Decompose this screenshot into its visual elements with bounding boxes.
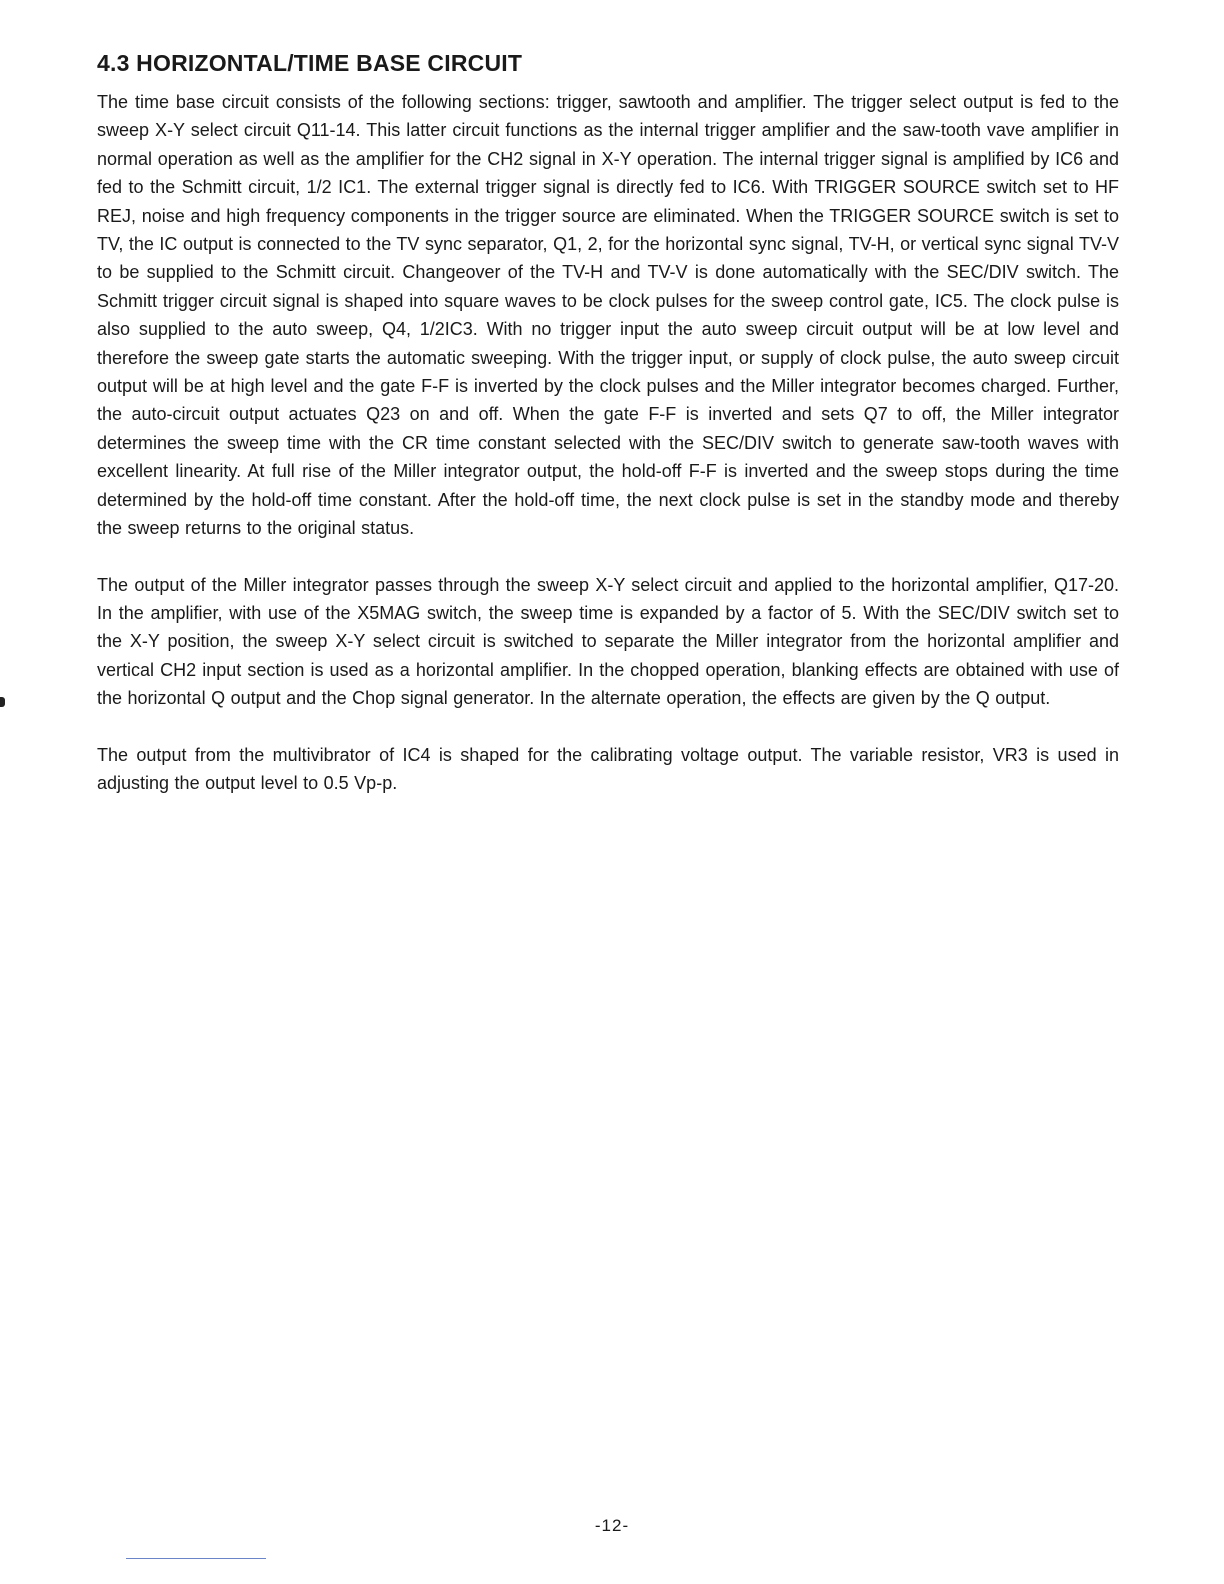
- binding-margin-mark: [0, 697, 5, 707]
- document-page: [97, 48, 1119, 825]
- page-number: -12-: [594, 1516, 630, 1535]
- paragraph-miller-integrator: The output of the Miller integrator passes through the sweep X-Y select circuit and applied to the horizontal amplifier, Q17-20. In the amplifier, with use of the X5MAG switch, the sweep time is expanded by a factor of 5. With the SEC/DIV switch set to the X-Y position, the sweep X-Y select circuit is switched to separate the Miller integrator from the horizontal amplifier and vertical CH2 input section is used as a horizontal amplifier. In the chopped operation, blanking effects are obtained with use of the horizontal Q output and the Chop signal generator. In the alternate operation, the effects are given by the Q output.: [97, 574, 1119, 709]
- bottom-rule-line: [126, 1558, 266, 1559]
- paragraph-calibrating-voltage: The output from the multivibrator of IC4 is shaped for the calibrating voltage output. The variable resistor, VR3 is used in adjusting the output level to 0.5 Vp-p.: [97, 744, 1119, 793]
- section-title: 4.3 HORIZONTAL/TIME BASE CIRCUIT: [97, 50, 523, 76]
- paragraph-time-base: The time base circuit consists of the following sections: trigger, sawtooth and amplifier. The trigger select output is fed to the sweep X-Y select circuit Q11-14. This latter circuit functions as the internal trigger amplifier and the saw-tooth vave amplifier in normal operation as well as the amplifier for the CH2 signal in X-Y operation. The internal trigger signal is amplified by IC6 and fed to the Schmitt circuit, 1/2 IC1. The external trigger signal is directly fed to IC6. With TRIGGER SOURCE switch set to HF REJ, noise and high frequency components in the trigger source are eliminated. When the TRIGGER SOURCE switch is set to TV, the IC output is connected to the TV sync separator, Q1, 2, for the horizontal sync signal, TV-H, or vertical sync signal TV-V to be supplied to the Schmitt circuit. Changeover of the TV-H and TV-V is done automatically with the SEC/DIV switch. The Schmitt trigger circuit signal is shaped into square waves to be clock pulses for the sweep control gate, IC5. The clock pulse is also supplied to the auto sweep, Q4, 1/2IC3. With no trigger input the auto sweep circuit output will be at low level and therefore the sweep gate starts the automatic sweeping. With the trigger input, or supply of clock pulse, the auto sweep circuit output will be at high level and the gate F-F is inverted by the clock pulses and the Miller integrator becomes charged. Further, the auto-circuit output actuates Q23 on and off. When the gate F-F is inverted and sets Q7 to off, the Miller integrator determines the sweep time with the CR time constant selected with the SEC/DIV switch to generate saw-tooth waves with excellent linearity. At full rise of the Miller integrator output, the hold-off F-F is inverted and the sweep stops during the time determined by the hold-off time constant. After the hold-off time, the next clock pulse is set in the standby mode and thereby the sweep returns to the original status.: [97, 92, 1119, 539]
